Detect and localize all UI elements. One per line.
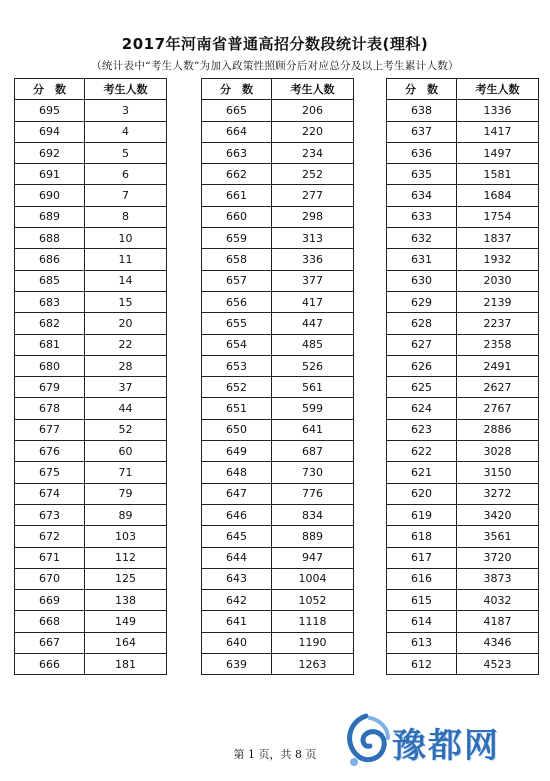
count-cell: 298 xyxy=(272,206,354,227)
table-row xyxy=(387,547,539,568)
score-cell: 658 xyxy=(202,249,272,270)
score-cell: 637 xyxy=(387,121,457,142)
count-cell: 687 xyxy=(272,441,354,462)
count-cell: 3272 xyxy=(457,483,539,504)
table-row xyxy=(15,377,167,398)
table-row xyxy=(387,654,539,675)
table-row xyxy=(387,483,539,504)
table-row xyxy=(15,355,167,376)
count-cell: 2030 xyxy=(457,270,539,291)
table-row xyxy=(387,121,539,142)
score-cell: 682 xyxy=(15,313,85,334)
count-cell: 1684 xyxy=(457,185,539,206)
table-row xyxy=(202,441,354,462)
score-cell: 653 xyxy=(202,355,272,376)
count-header: 考生人数 xyxy=(272,79,354,100)
table-row xyxy=(15,142,167,163)
table-row xyxy=(387,228,539,249)
table-row xyxy=(202,164,354,185)
table-row xyxy=(202,504,354,525)
table-row xyxy=(387,185,539,206)
table-row xyxy=(15,228,167,249)
score-cell: 631 xyxy=(387,249,457,270)
table-row xyxy=(15,632,167,653)
score-cell: 652 xyxy=(202,377,272,398)
table-row xyxy=(202,611,354,632)
score-cell: 627 xyxy=(387,334,457,355)
count-cell: 1497 xyxy=(457,142,539,163)
table-row xyxy=(15,334,167,355)
score-cell: 634 xyxy=(387,185,457,206)
count-cell: 1118 xyxy=(272,611,354,632)
count-cell: 11 xyxy=(85,249,167,270)
score-cell: 677 xyxy=(15,419,85,440)
count-cell: 14 xyxy=(85,270,167,291)
count-cell: 2627 xyxy=(457,377,539,398)
page-footer: 第 1 页，共 8 页 xyxy=(233,748,317,761)
table-row xyxy=(202,462,354,483)
score-cell: 654 xyxy=(202,334,272,355)
score-cell: 675 xyxy=(15,462,85,483)
table-row xyxy=(15,164,167,185)
table-row xyxy=(202,334,354,355)
score-cell: 640 xyxy=(202,632,272,653)
score-table-1 xyxy=(14,78,167,675)
score-cell: 671 xyxy=(15,547,85,568)
score-cell: 655 xyxy=(202,313,272,334)
score-cell: 657 xyxy=(202,270,272,291)
score-cell: 645 xyxy=(202,526,272,547)
count-cell: 10 xyxy=(85,228,167,249)
score-cell: 648 xyxy=(202,462,272,483)
table-row xyxy=(15,547,167,568)
score-cell: 612 xyxy=(387,654,457,675)
table-row xyxy=(202,398,354,419)
score-cell: 663 xyxy=(202,142,272,163)
score-cell: 644 xyxy=(202,547,272,568)
score-cell: 689 xyxy=(15,206,85,227)
table-row xyxy=(202,100,354,121)
count-cell: 526 xyxy=(272,355,354,376)
score-cell: 613 xyxy=(387,632,457,653)
count-cell: 3420 xyxy=(457,504,539,525)
score-cell: 617 xyxy=(387,547,457,568)
count-cell: 641 xyxy=(272,419,354,440)
table-row xyxy=(387,632,539,653)
table-row xyxy=(202,313,354,334)
count-cell: 112 xyxy=(85,547,167,568)
score-cell: 683 xyxy=(15,291,85,312)
count-cell: 60 xyxy=(85,441,167,462)
count-cell: 1336 xyxy=(457,100,539,121)
count-cell: 6 xyxy=(85,164,167,185)
score-cell: 676 xyxy=(15,441,85,462)
score-cell: 678 xyxy=(15,398,85,419)
table-row xyxy=(387,590,539,611)
count-cell: 2491 xyxy=(457,355,539,376)
table-row xyxy=(15,249,167,270)
count-cell: 28 xyxy=(85,355,167,376)
table-row xyxy=(15,504,167,525)
score-cell: 679 xyxy=(15,377,85,398)
score-cell: 670 xyxy=(15,568,85,589)
count-cell: 164 xyxy=(85,632,167,653)
score-cell: 638 xyxy=(387,100,457,121)
score-cell: 680 xyxy=(15,355,85,376)
score-cell: 628 xyxy=(387,313,457,334)
table-row xyxy=(15,462,167,483)
score-cell: 635 xyxy=(387,164,457,185)
score-cell: 665 xyxy=(202,100,272,121)
score-cell: 632 xyxy=(387,228,457,249)
table-row xyxy=(15,419,167,440)
score-cell: 667 xyxy=(15,632,85,653)
table-row xyxy=(202,270,354,291)
count-cell: 37 xyxy=(85,377,167,398)
score-cell: 668 xyxy=(15,611,85,632)
table-row xyxy=(387,441,539,462)
table-row xyxy=(387,419,539,440)
score-header: 分 数 xyxy=(15,79,85,100)
count-cell: 2358 xyxy=(457,334,539,355)
table-row xyxy=(15,590,167,611)
count-cell: 3873 xyxy=(457,568,539,589)
count-cell: 730 xyxy=(272,462,354,483)
count-cell: 3 xyxy=(85,100,167,121)
score-cell: 626 xyxy=(387,355,457,376)
count-cell: 103 xyxy=(85,526,167,547)
table-row xyxy=(15,313,167,334)
table-row xyxy=(15,611,167,632)
score-cell: 666 xyxy=(15,654,85,675)
score-cell: 685 xyxy=(15,270,85,291)
count-cell: 417 xyxy=(272,291,354,312)
score-cell: 643 xyxy=(202,568,272,589)
count-cell: 1581 xyxy=(457,164,539,185)
count-cell: 336 xyxy=(272,249,354,270)
table-row xyxy=(387,206,539,227)
score-cell: 691 xyxy=(15,164,85,185)
count-cell: 776 xyxy=(272,483,354,504)
table-row xyxy=(387,313,539,334)
score-cell: 674 xyxy=(15,483,85,504)
watermark-text: 豫都网 xyxy=(392,726,500,766)
table-row xyxy=(202,206,354,227)
count-cell: 125 xyxy=(85,568,167,589)
table-row xyxy=(15,441,167,462)
score-cell: 620 xyxy=(387,483,457,504)
table-row xyxy=(202,547,354,568)
score-cell: 688 xyxy=(15,228,85,249)
score-cell: 619 xyxy=(387,504,457,525)
score-cell: 659 xyxy=(202,228,272,249)
score-cell: 669 xyxy=(15,590,85,611)
table-row xyxy=(15,398,167,419)
count-cell: 2237 xyxy=(457,313,539,334)
score-cell: 695 xyxy=(15,100,85,121)
table-row xyxy=(202,249,354,270)
score-cell: 661 xyxy=(202,185,272,206)
watermark-logo xyxy=(340,712,545,774)
page-subtitle: （统计表中“考生人数”为加入政策性照顾分后对应总分及以上考生累计人数） xyxy=(91,60,459,72)
page-title: 2017年河南省普通高招分数段统计表(理科) xyxy=(121,35,429,53)
score-cell: 686 xyxy=(15,249,85,270)
count-cell: 79 xyxy=(85,483,167,504)
table-row xyxy=(202,632,354,653)
score-header: 分 数 xyxy=(202,79,272,100)
score-cell: 651 xyxy=(202,398,272,419)
score-cell: 639 xyxy=(202,654,272,675)
score-cell: 656 xyxy=(202,291,272,312)
score-cell: 625 xyxy=(387,377,457,398)
score-cell: 629 xyxy=(387,291,457,312)
table-row xyxy=(15,121,167,142)
count-header: 考生人数 xyxy=(457,79,539,100)
table-row xyxy=(202,228,354,249)
score-cell: 690 xyxy=(15,185,85,206)
score-cell: 623 xyxy=(387,419,457,440)
count-cell: 3028 xyxy=(457,441,539,462)
table-row xyxy=(387,270,539,291)
table-row xyxy=(387,377,539,398)
table-row xyxy=(202,654,354,675)
score-cell: 636 xyxy=(387,142,457,163)
table-row xyxy=(202,526,354,547)
table-row xyxy=(15,568,167,589)
score-cell: 660 xyxy=(202,206,272,227)
table-row xyxy=(202,291,354,312)
score-cell: 615 xyxy=(387,590,457,611)
count-cell: 2886 xyxy=(457,419,539,440)
score-cell: 618 xyxy=(387,526,457,547)
table-row xyxy=(15,185,167,206)
table-row xyxy=(15,100,167,121)
count-cell: 2139 xyxy=(457,291,539,312)
score-cell: 662 xyxy=(202,164,272,185)
score-cell: 616 xyxy=(387,568,457,589)
count-cell: 447 xyxy=(272,313,354,334)
count-cell: 1932 xyxy=(457,249,539,270)
count-cell: 234 xyxy=(272,142,354,163)
count-cell: 4523 xyxy=(457,654,539,675)
table-row xyxy=(15,654,167,675)
count-cell: 181 xyxy=(85,654,167,675)
score-cell: 630 xyxy=(387,270,457,291)
table-row xyxy=(202,590,354,611)
table-row xyxy=(202,419,354,440)
count-cell: 1263 xyxy=(272,654,354,675)
table-row xyxy=(15,483,167,504)
score-cell: 664 xyxy=(202,121,272,142)
table-row xyxy=(15,270,167,291)
count-header: 考生人数 xyxy=(85,79,167,100)
table-row xyxy=(202,377,354,398)
score-cell: 673 xyxy=(15,504,85,525)
score-header: 分 数 xyxy=(387,79,457,100)
count-cell: 485 xyxy=(272,334,354,355)
count-cell: 3150 xyxy=(457,462,539,483)
count-cell: 4346 xyxy=(457,632,539,653)
count-cell: 1837 xyxy=(457,228,539,249)
table-row xyxy=(15,526,167,547)
table-row xyxy=(387,398,539,419)
count-cell: 52 xyxy=(85,419,167,440)
count-cell: 1754 xyxy=(457,206,539,227)
count-cell: 89 xyxy=(85,504,167,525)
score-table-3 xyxy=(386,78,539,675)
table-row xyxy=(387,100,539,121)
score-cell: 650 xyxy=(202,419,272,440)
score-cell: 641 xyxy=(202,611,272,632)
count-cell: 1052 xyxy=(272,590,354,611)
score-cell: 646 xyxy=(202,504,272,525)
count-cell: 138 xyxy=(85,590,167,611)
count-cell: 4 xyxy=(85,121,167,142)
count-cell: 3561 xyxy=(457,526,539,547)
score-cell: 642 xyxy=(202,590,272,611)
score-cell: 622 xyxy=(387,441,457,462)
count-cell: 8 xyxy=(85,206,167,227)
table-row xyxy=(387,462,539,483)
score-cell: 647 xyxy=(202,483,272,504)
count-cell: 889 xyxy=(272,526,354,547)
score-cell: 681 xyxy=(15,334,85,355)
score-cell: 633 xyxy=(387,206,457,227)
count-cell: 4032 xyxy=(457,590,539,611)
score-cell: 614 xyxy=(387,611,457,632)
table-row xyxy=(387,611,539,632)
score-cell: 672 xyxy=(15,526,85,547)
count-cell: 377 xyxy=(272,270,354,291)
table-row xyxy=(387,355,539,376)
count-cell: 1004 xyxy=(272,568,354,589)
count-cell: 561 xyxy=(272,377,354,398)
swirl-logo-icon xyxy=(340,712,392,770)
count-cell: 206 xyxy=(272,100,354,121)
count-cell: 5 xyxy=(85,142,167,163)
score-cell: 621 xyxy=(387,462,457,483)
score-cell: 649 xyxy=(202,441,272,462)
count-cell: 20 xyxy=(85,313,167,334)
table-row xyxy=(202,568,354,589)
count-cell: 44 xyxy=(85,398,167,419)
table-row xyxy=(202,483,354,504)
table-row xyxy=(387,504,539,525)
count-cell: 1417 xyxy=(457,121,539,142)
count-cell: 252 xyxy=(272,164,354,185)
count-cell: 277 xyxy=(272,185,354,206)
score-cell: 694 xyxy=(15,121,85,142)
count-cell: 15 xyxy=(85,291,167,312)
table-row xyxy=(387,291,539,312)
count-cell: 220 xyxy=(272,121,354,142)
score-table-2 xyxy=(201,78,354,675)
table-row xyxy=(387,334,539,355)
count-cell: 149 xyxy=(85,611,167,632)
table-row xyxy=(387,568,539,589)
table-row xyxy=(202,121,354,142)
table-row xyxy=(202,142,354,163)
count-cell: 3720 xyxy=(457,547,539,568)
table-row xyxy=(387,164,539,185)
count-cell: 1190 xyxy=(272,632,354,653)
table-row xyxy=(387,526,539,547)
count-cell: 313 xyxy=(272,228,354,249)
score-cell: 624 xyxy=(387,398,457,419)
table-row xyxy=(15,291,167,312)
table-row xyxy=(202,185,354,206)
table-row xyxy=(15,206,167,227)
count-cell: 7 xyxy=(85,185,167,206)
table-row xyxy=(387,249,539,270)
count-cell: 834 xyxy=(272,504,354,525)
table-row xyxy=(202,355,354,376)
table-row xyxy=(387,142,539,163)
count-cell: 22 xyxy=(85,334,167,355)
count-cell: 71 xyxy=(85,462,167,483)
count-cell: 4187 xyxy=(457,611,539,632)
count-cell: 2767 xyxy=(457,398,539,419)
score-cell: 692 xyxy=(15,142,85,163)
count-cell: 947 xyxy=(272,547,354,568)
count-cell: 599 xyxy=(272,398,354,419)
